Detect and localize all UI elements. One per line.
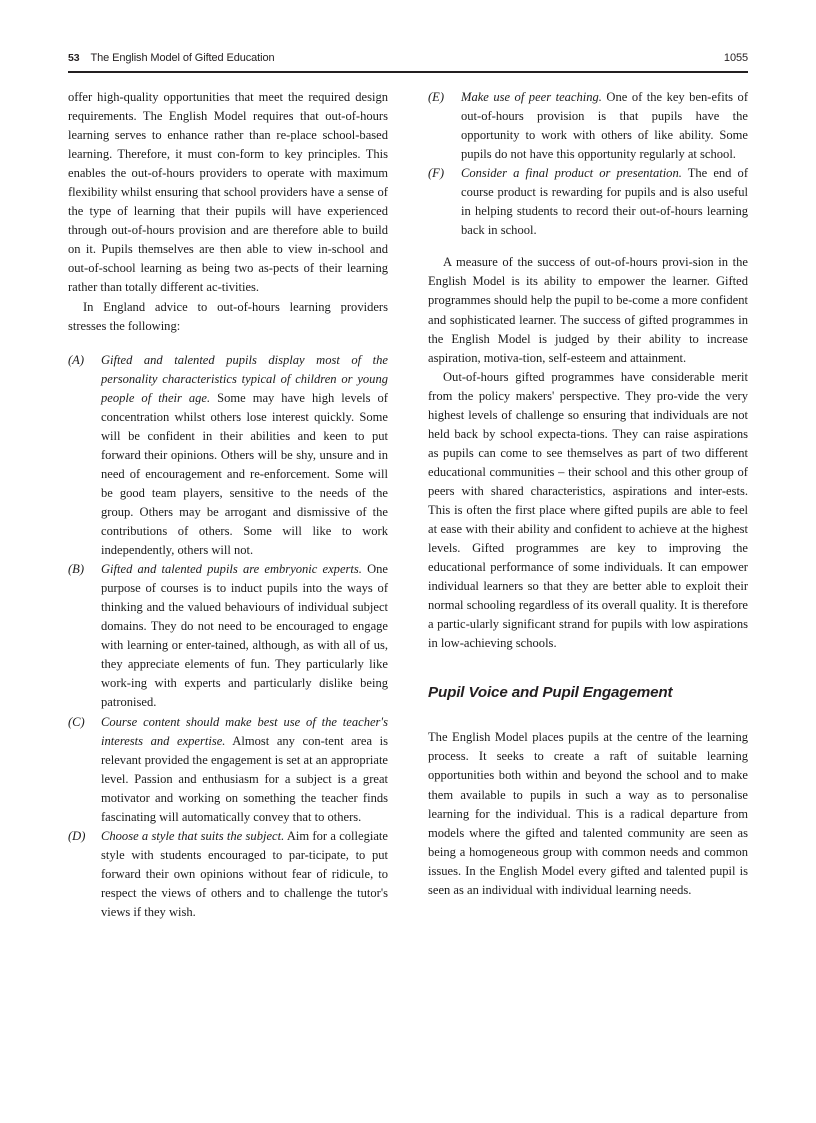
left-paragraph-1: offer high-quality opportunities that meet the required design requirements. The English Model requires that out-of-hours learning serves to enhance rather than re-place school-based learning. Therefore, it must con-form to key principles. This enables the out-of-hours providers to operate with maximum flexibility whilst ensuring that school providers have a sense of the type of learning that their pupils will have experienced through out-of-hours provision and are therefore able to build on it. Pupils themselves are then able to view in-school and out-of-school learning as being two as-pects of their learning rather than totally different ac-tivities. bbox=[68, 90, 388, 295]
advice-list-left bbox=[68, 351, 388, 922]
list-item-lead: Choose a style that suits the subject. bbox=[101, 828, 285, 843]
right-paragraph-2: Out-of-hours gifted programmes have considerable merit from the policy makers' perspective. They pro-vide the very highest levels of challenge so ensuring that individuals are not held back by school expecta-tions. They can raise aspirations as pupils can come to see themselves as part of two different educational communities – their school and this other group of peers with shared characteristics, aspirations and inter-ests. This is often the first place where gifted pupils are able to feel at ease with their ability and confident to achieve at the highest levels. Gifted programmes are key to improving the educational performance of some individuals. It can empower individual learners so that they are better able to exploit their normal schooling regardless of its overall quality. It is therefore a partic-ularly significant strand for pupils with low aspirations in low-achieving schools. bbox=[428, 369, 748, 651]
advice-list-right bbox=[428, 88, 748, 240]
list-item bbox=[68, 713, 388, 827]
list-item-lead: Course content should make best use of the teacher's interests and expertise. bbox=[101, 714, 388, 748]
list-item-lead: Consider a final product or presentation. bbox=[461, 166, 682, 181]
right-paragraph-1: A measure of the success of out-of-hours provi-sion in the English Model is its ability to empower the learner. Gifted programmes should help the pupil to be-come a more confident and sophisticated learner. The success of gifted programmes in the English Model is judged by their ability to increase aspiration, motiva-tion, self-esteem and attainment. bbox=[428, 255, 748, 365]
header-rule bbox=[68, 71, 748, 73]
section-heading: Pupil Voice and Pupil Engagement bbox=[428, 684, 673, 702]
page-number: 1055 bbox=[723, 52, 748, 64]
list-item-lead: Gifted and talented pupils are embryonic experts. bbox=[101, 562, 362, 577]
running-header bbox=[68, 52, 748, 64]
heading-space-below bbox=[428, 703, 748, 728]
list-marker: (E) bbox=[428, 90, 445, 104]
left-column bbox=[68, 88, 388, 1038]
list-item bbox=[68, 351, 388, 561]
list-item-body: One of the key ben-efits of out-of-hours provision is that pupils have the opportunity to work with others of like ability. Some pupils do not have this opportunity regularly at school. bbox=[461, 90, 749, 162]
chapter-number: 53 bbox=[68, 52, 80, 64]
list-marker: (D) bbox=[68, 828, 86, 843]
list-item bbox=[428, 88, 748, 164]
running-header-left bbox=[68, 52, 275, 64]
list-marker: (F) bbox=[428, 166, 445, 181]
list-item-body: Some may have high levels of concentration whilst others lose interest quickly. Some will be confident in their abilities and keen to put forward their opinions. Others will be shy, unsure and in need of encouragement and re-enforcement. Some will be good team players, sensitive to the needs of the group. Others may be arrogant and dismissive of the contributions of others. Some will like to work independently, others will not. bbox=[101, 390, 388, 558]
right-paragraph-3: The English Model places pupils at the centre of the learning process. It seeks to create a raft of suitable learning opportunities both within and beyond the school and to make them available to pupils in such a way as to personalise learning for the individual. This is a radical departure from models where the gifted and talented community are seen as being a homogeneous group with common needs and common issues. In the English Model every gifted and talented pupil is seen as an individual with individual learning needs. bbox=[428, 730, 748, 897]
list-top-spacer bbox=[68, 336, 388, 351]
list-item-lead: Gifted and talented pupils display most of the personality characteristics typical of children or young people of their age. bbox=[101, 352, 388, 405]
list-marker: (A) bbox=[68, 352, 85, 367]
list-item-lead: Make use of peer teaching. bbox=[461, 90, 602, 104]
list-marker: (C) bbox=[68, 714, 85, 729]
list-item bbox=[68, 827, 388, 922]
list-item-body: One purpose of courses is to induct pupils into the ways of thinking and the valued behaviours of individual subject domains. They do not need to be encouraged to engage with learning or enter-tained, although, as with all of us, they appreciate elements of fun. They particularly like work-ing with experts and particularly dislike being patronised. bbox=[101, 562, 388, 710]
heading-space-above bbox=[428, 653, 748, 683]
list-item bbox=[68, 560, 388, 712]
left-paragraph-2: In England advice to out-of-hours learning providers stresses the following: bbox=[68, 299, 388, 333]
list-item-body: Aim for a collegiate style with students encouraged to par-ticipate, to put forward their own opinions without fear of ridicule, to respect the views of others and to challenge the tutor's views if they wish. bbox=[101, 828, 388, 919]
list-item bbox=[428, 164, 748, 240]
body-columns bbox=[68, 88, 748, 1038]
chapter-title: The English Model of Gifted Education bbox=[90, 52, 275, 64]
list-bottom-spacer bbox=[428, 240, 748, 253]
right-column bbox=[428, 88, 748, 1038]
list-item-body: The end of course product is rewarding for pupils and is also useful in helping students to record their out-of-hours learning back in school. bbox=[461, 166, 748, 238]
list-item-body: Almost any con-tent area is relevant provided the engagement is set at an appropriate level. Passion and enthusiasm for a subject is a great motivator and working on something the teacher finds fascinating will automatically convey that to others. bbox=[101, 733, 388, 824]
list-marker: (B) bbox=[68, 562, 85, 577]
